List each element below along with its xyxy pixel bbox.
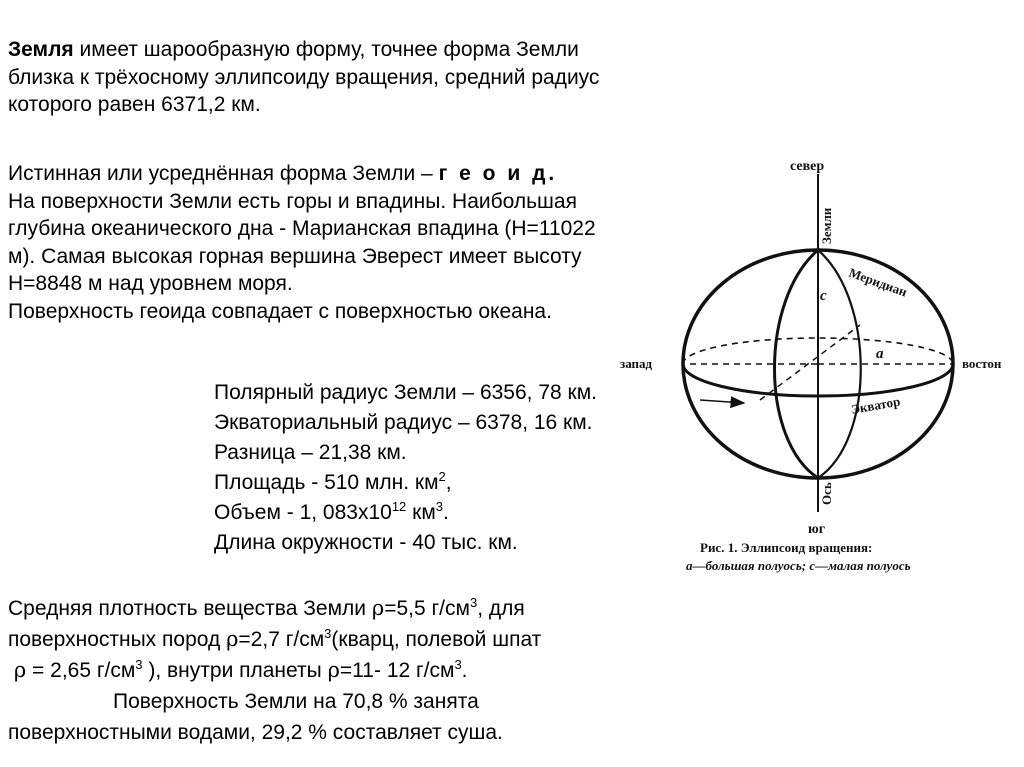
geoid-line-1-text: Истинная или усреднённая форма Земли – bbox=[8, 162, 439, 185]
figure-caption-line-2: a—большая полуось; c—малая полуось bbox=[686, 558, 911, 573]
rho-symbol: ρ bbox=[327, 658, 340, 682]
label-south: юг bbox=[808, 522, 826, 537]
label-north: север bbox=[790, 159, 825, 174]
density-line-4: Поверхность Земли на 70,8 % занята bbox=[113, 690, 479, 713]
fact-polar-radius: Полярный радиус Земли – 6356, 78 км. bbox=[214, 381, 597, 404]
label-east: востон bbox=[962, 356, 1002, 371]
rho-symbol: ρ bbox=[226, 627, 239, 651]
intro-line-3: которого равен 6371,2 км. bbox=[8, 93, 261, 116]
geoid-line-3: глубина океанического дна - Марианская впадина (H=11022 bbox=[8, 217, 596, 240]
figure-caption-line-1: Рис. 1. Эллипсоид вращения: bbox=[700, 540, 873, 555]
ellipsoid-figure bbox=[596, 148, 1024, 590]
cube-sup: 3 bbox=[454, 657, 462, 672]
rho-symbol: ρ bbox=[371, 596, 385, 620]
fact-volume bbox=[214, 498, 597, 528]
fact-area bbox=[214, 468, 597, 498]
geoid-line-4: м). Самая высокая горная вершина Эверест имеет высоту bbox=[8, 244, 582, 268]
rotation-arrow bbox=[700, 400, 744, 403]
label-equator: Экватор bbox=[849, 393, 902, 417]
fact-volume-unit-exp: 3 bbox=[435, 499, 443, 514]
label-west: запад bbox=[620, 356, 653, 371]
geoid-period: . bbox=[548, 162, 555, 185]
fact-area-sup: 2 bbox=[438, 469, 446, 484]
density-line-3-mid: ), внутри планеты bbox=[142, 659, 328, 682]
fact-circumference: Длина окружности - 40 тыс. км. bbox=[214, 531, 518, 554]
label-c: c bbox=[820, 288, 827, 304]
earth-facts-list bbox=[214, 378, 597, 558]
cube-sup: 3 bbox=[135, 657, 143, 672]
density-value-1: =5,5 г/см bbox=[384, 597, 470, 620]
density-line-2-text: поверхностных пород bbox=[8, 628, 227, 651]
cube-sup: 3 bbox=[324, 626, 332, 641]
density-line-1 bbox=[8, 593, 541, 624]
density-value-4: =11- 12 г/см bbox=[339, 659, 455, 682]
fact-volume-period: . bbox=[443, 501, 449, 524]
label-a: a bbox=[876, 346, 884, 362]
geoid-paragraph bbox=[8, 160, 596, 325]
label-axis-top: Земли bbox=[819, 207, 834, 244]
density-line-2 bbox=[8, 624, 541, 655]
cube-sup: 3 bbox=[469, 595, 478, 610]
intro-paragraph bbox=[8, 36, 599, 119]
fact-volume-unit: км bbox=[406, 501, 436, 524]
density-line-1-text: Средняя плотность вещества Земли bbox=[8, 597, 372, 620]
density-line-2-end: (кварц, полевой шпат bbox=[331, 628, 542, 651]
density-value-2: =2,7 г/см bbox=[238, 628, 325, 651]
geoid-line-1 bbox=[8, 160, 596, 188]
fact-difference: Разница – 21,38 км. bbox=[214, 441, 407, 464]
intro-line-1-text: имеет шарообразную форму, точнее форма Земли bbox=[73, 38, 579, 61]
density-line-3-end: . bbox=[461, 659, 468, 682]
density-line-1-end: , для bbox=[477, 597, 525, 620]
rho-symbol: ρ bbox=[13, 658, 27, 682]
intro-line-2: близка к трёхосному эллипсоиду вращения, средний радиус bbox=[8, 65, 600, 89]
density-line-5: поверхностными водами, 29,2 % составляет суша. bbox=[8, 721, 503, 744]
geoid-line-5: H=8848 м над уровнем моря. bbox=[8, 272, 293, 295]
density-line-3 bbox=[8, 655, 541, 686]
density-value-3: = 2,65 г/см bbox=[26, 659, 136, 682]
fact-equatorial-radius: Экваториальный радиус – 6378, 16 км. bbox=[214, 411, 593, 434]
fact-area-comma: , bbox=[445, 471, 452, 494]
label-meridian: Меридиан bbox=[846, 264, 910, 300]
label-axis-bottom: Ось bbox=[819, 482, 834, 505]
fact-volume-text: Объем - 1, 083x10 bbox=[214, 501, 392, 524]
intro-line-1 bbox=[8, 36, 599, 64]
fact-area-text: Площадь - 510 млн. км bbox=[214, 471, 439, 494]
geoid-term: г е о и д bbox=[438, 162, 549, 185]
geoid-line-6: Поверхность геоида совпадает с поверхностью океана. bbox=[8, 299, 552, 323]
earth-bold-word: Земля bbox=[8, 38, 74, 61]
geoid-line-2: На поверхности Земли есть горы и впадины. Наибольшая bbox=[8, 189, 577, 213]
density-paragraph bbox=[8, 593, 541, 748]
fact-volume-exp: 12 bbox=[391, 499, 407, 514]
